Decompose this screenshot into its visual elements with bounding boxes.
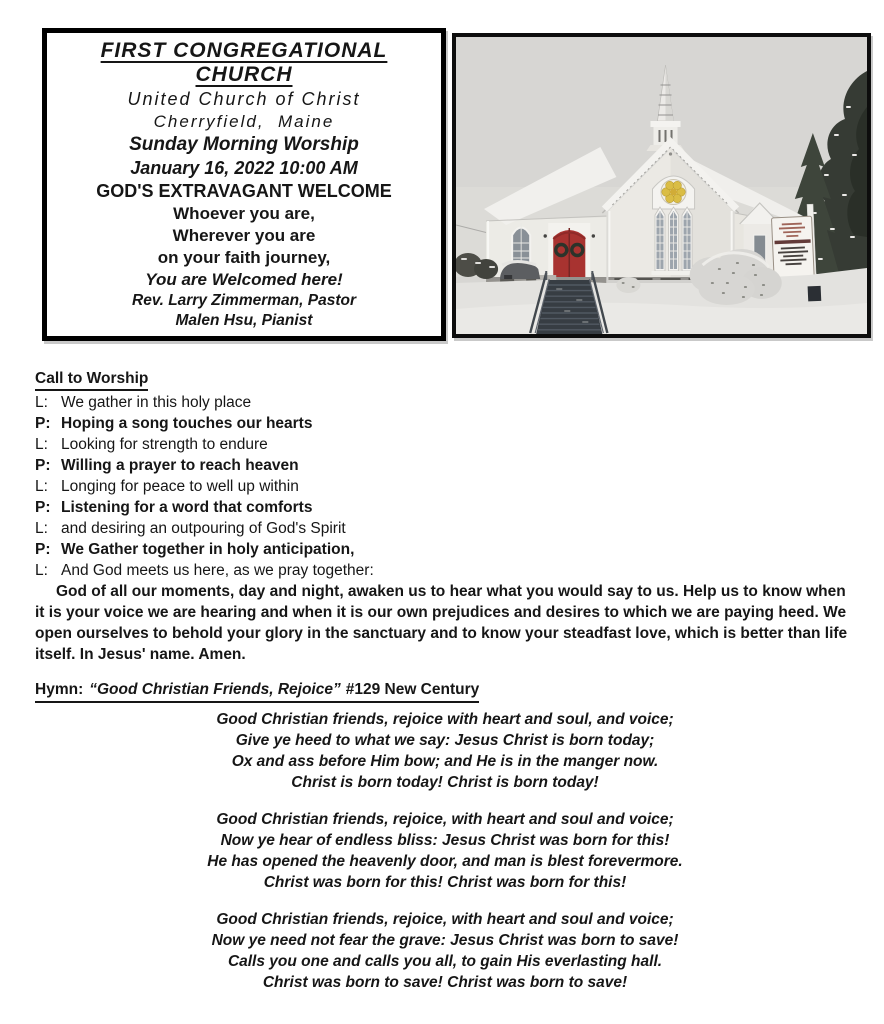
verse-line: He has opened the heavenly door, and man is blest forevermore.: [207, 853, 683, 870]
hymn-heading: [35, 679, 855, 703]
church-name: FIRST CONGREGATIONAL CHURCH: [100, 39, 388, 86]
call-line-leader: [35, 560, 855, 581]
verse-line: Now ye hear of endless bliss: Jesus Christ was born for this!: [220, 832, 670, 849]
welcome-tagline: You are Welcomed here!: [145, 270, 343, 289]
speaker-label: P:: [35, 499, 51, 516]
verse-line: Christ was born for this! Christ was born for this!: [263, 874, 627, 891]
call-line-leader: [35, 518, 855, 539]
verse-line: Christ is born today! Christ is born today!: [291, 774, 599, 791]
call-line-text: Listening for a word that comforts: [61, 499, 313, 516]
speaker-label: L:: [35, 520, 48, 537]
call-line-text: We Gather together in holy anticipation,: [61, 541, 355, 558]
church-photo-illustration: [456, 37, 867, 334]
verse-line: Good Christian friends, rejoice, with heart and soul and voice;: [216, 811, 674, 828]
bulletin-body: [35, 370, 855, 993]
hymn-verse-1: [35, 709, 855, 793]
speaker-label: L:: [35, 478, 48, 495]
call-line-text: And God meets us here, as we pray together:: [61, 562, 374, 579]
hymn-title: “Good Christian Friends, Rejoice”: [89, 681, 341, 698]
speaker-label: L:: [35, 436, 48, 453]
speaker-label: L:: [35, 562, 48, 579]
verse-line: Christ was born to save! Christ was born to save!: [262, 974, 628, 991]
call-line-people: [35, 413, 855, 434]
service-datetime: January 16, 2022 10:00 AM: [130, 158, 358, 178]
call-line-people: [35, 455, 855, 476]
call-line-text: Longing for peace to well up within: [61, 478, 299, 495]
speaker-label: P:: [35, 457, 51, 474]
haze-overlay: [456, 37, 867, 334]
church-header-card: [42, 28, 446, 341]
speaker-label: P:: [35, 541, 51, 558]
call-to-worship-heading: Call to Worship: [35, 370, 148, 391]
call-line-text: We gather in this holy place: [61, 394, 252, 411]
pianist-name: Malen Hsu, Pianist: [175, 312, 313, 329]
verse-line: Good Christian friends, rejoice, with heart and soul and voice;: [216, 911, 674, 928]
hymn-verse-3: [35, 909, 855, 993]
welcome-line: Whoever you are,: [173, 204, 315, 223]
hymn-verse-2: [35, 809, 855, 893]
call-line-text: and desiring an outpouring of God's Spirit: [61, 520, 346, 537]
location: Cherryfield, Maine: [153, 112, 335, 131]
speaker-label: P:: [35, 415, 51, 432]
call-line-people: [35, 497, 855, 518]
verse-line: Ox and ass before Him bow; and He is in the manger now.: [231, 753, 659, 770]
speaker-label: L:: [35, 394, 48, 411]
hymn-label: Hymn:: [35, 681, 84, 698]
welcome-heading: GOD'S EXTRAVAGANT WELCOME: [96, 181, 392, 201]
call-line-text: Looking for strength to endure: [61, 436, 268, 453]
denomination: United Church of Christ: [127, 89, 361, 109]
verse-line: Calls you one and calls you all, to gain His everlasting hall.: [227, 953, 663, 970]
verse-line: Now ye need not fear the grave: Jesus Christ was born to save!: [211, 932, 679, 949]
service-title: Sunday Morning Worship: [129, 134, 359, 155]
verse-line: Give ye heed to what we say: Jesus Christ is born today;: [235, 732, 655, 749]
pastor-name: Rev. Larry Zimmerman, Pastor: [132, 292, 356, 309]
church-photo: [452, 33, 871, 338]
call-line-leader: [35, 434, 855, 455]
welcome-line: Wherever you are: [172, 226, 316, 245]
call-line-text: Willing a prayer to reach heaven: [61, 457, 299, 474]
call-line-text: Hoping a song touches our hearts: [61, 415, 313, 432]
unison-prayer: God of all our moments, day and night, awaken us to hear what you would say to us. Help us to know when it is your voice we are hearing and when it is our own prejudices and desires to which we are paying heed. We open ourselves to behold your glory in the sanctuary and to know your steadfast love, which is better than life itself. In Jesus' name. Amen.: [35, 583, 848, 663]
welcome-line: on your faith journey,: [157, 248, 331, 267]
call-line-people: [35, 539, 855, 560]
call-line-leader: [35, 476, 855, 497]
hymn-number: #129 New Century: [345, 681, 480, 698]
verse-line: Good Christian friends, rejoice with heart and soul, and voice;: [216, 711, 674, 728]
call-line-leader: [35, 392, 855, 413]
